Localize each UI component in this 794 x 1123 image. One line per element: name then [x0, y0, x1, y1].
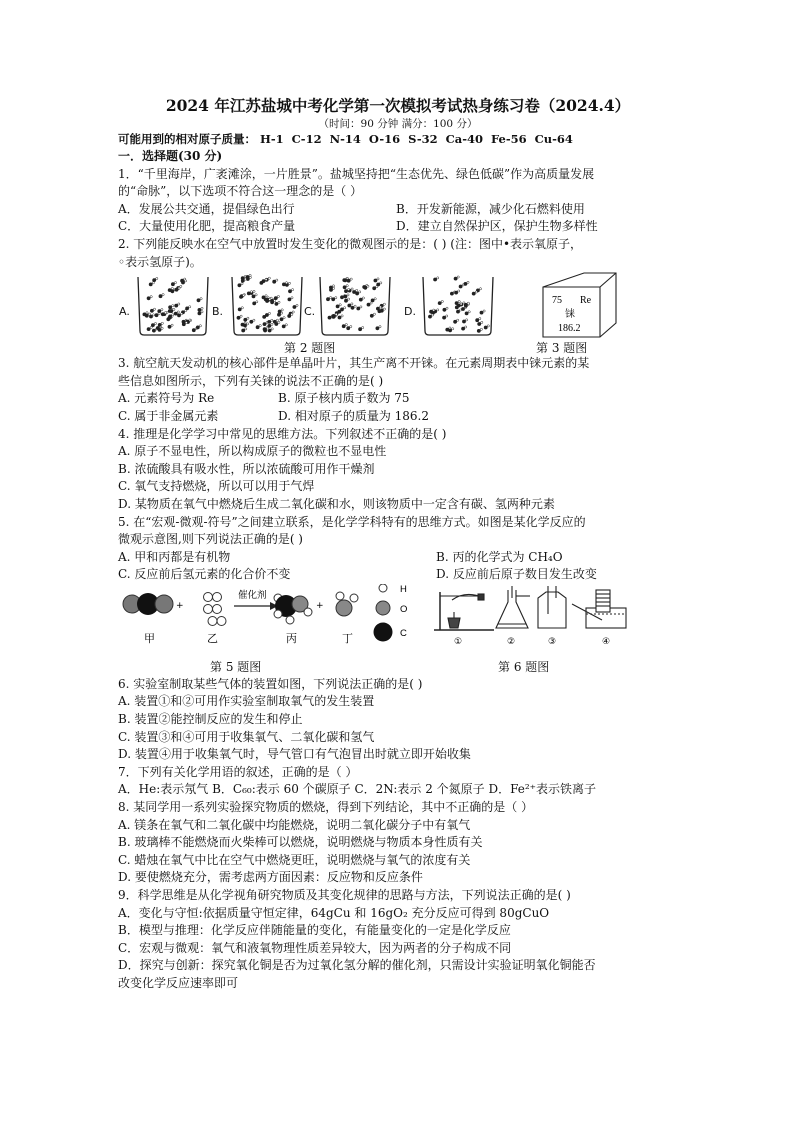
apparatus-mark-3: ③ — [548, 636, 557, 647]
molecule-dot — [379, 326, 381, 328]
molecule-dot — [452, 328, 454, 330]
q6-caption: 第 6 题图 — [498, 659, 550, 674]
q8-option-b: B. 玻璃棒不能燃烧而火柴棒可以燃烧，说明燃烧与物质本身性质有关 — [118, 835, 483, 850]
name-jia: 甲 — [144, 631, 155, 645]
q3-option-d: D. 相对原子的质量为 186.2 — [278, 408, 429, 423]
q9-option-d-1: D．探究与创新：探究氧化铜是否为过氧化氢分解的催化剂，只需设计实验证明氧化铜能否 — [118, 958, 596, 973]
molecule-dot — [269, 298, 271, 300]
exam-title: 2024 年江苏盐城中考化学第一次模拟考试热身练习卷（2024.4） — [165, 96, 631, 115]
q3-options-cd — [118, 408, 678, 426]
q6-option-c: C. 装置③和④可用于收集氧气、二氧化碳和氢气 — [118, 729, 375, 744]
q5-reaction-figure — [118, 584, 678, 658]
molecule-dot — [271, 323, 273, 325]
molecule-dot — [351, 303, 353, 305]
q1-options-cd — [118, 218, 678, 236]
q9-option-a: A．变化与守恒:依据质量守恒定律，64gCu 和 16gO₂ 充分反应可得到 80gCuO — [118, 905, 550, 920]
q4-stem: 4. 推理是化学学习中常见的思维方法。下列叙述不正确的是( ) — [118, 426, 447, 441]
molecule-dot — [158, 313, 160, 315]
molecule-dot — [433, 309, 435, 311]
molecule-dot — [350, 326, 352, 328]
molecule-dot — [483, 310, 485, 312]
molecule-dot — [350, 278, 352, 280]
molecule-dot — [437, 277, 439, 279]
molecule-dot — [345, 324, 347, 326]
q8-stem: 8. 某同学用一系列实验探究物质的燃烧，得到下列结论，其中不正确的是（ ） — [118, 800, 534, 815]
q7-options: A．He:表示氖气 B．C₆₀:表示 60 个碳原子 C．2N:表示 2 个氮原子 D．Fe²⁺表示铁离子 — [118, 782, 597, 797]
beaker-c-molecules — [326, 278, 385, 332]
molecule-dot — [460, 303, 462, 305]
molecule-dot — [201, 311, 203, 313]
molecule-dot — [291, 297, 293, 299]
legend-c: C — [400, 627, 407, 639]
legend-o: O — [400, 603, 408, 615]
molecule-dot — [379, 306, 381, 308]
legend-h: H — [400, 583, 407, 595]
molecule-dot — [332, 285, 334, 287]
molecule-dot — [271, 319, 273, 321]
beaker-a-liquid — [143, 278, 204, 333]
molecule-dot — [481, 321, 483, 323]
q1-option-c: C．大量使用化肥，提高粮食产量 — [118, 219, 296, 234]
q5-options-ab — [118, 549, 678, 567]
apparatus-mark-2: ② — [507, 636, 516, 647]
molecule-dot — [178, 303, 180, 305]
molecule-dot — [292, 289, 294, 291]
q3-option-a: A. 元素符号为 Re — [118, 391, 215, 406]
molecule-dot — [150, 327, 152, 329]
molecule-dot — [249, 274, 251, 276]
molecule-dot — [171, 324, 173, 326]
molecule-dot — [475, 291, 477, 293]
q5-caption: 第 5 题图 — [210, 659, 262, 674]
molecule-dot — [276, 279, 278, 281]
atomic-masses — [118, 131, 678, 148]
q5-option-d: D. 反应前后原子数目发生改变 — [436, 567, 597, 582]
molecule-dot — [265, 295, 267, 297]
molecule-dot — [465, 326, 467, 328]
molecule-dot — [243, 294, 245, 296]
q2-label-a: A. — [119, 305, 130, 319]
molecule-dot — [467, 302, 469, 304]
molecule-dot — [199, 325, 201, 327]
atom-ca: Ca-40 — [445, 132, 483, 146]
molecule-dot — [152, 282, 154, 284]
q5-stem-1: 5. 在“宏观-微观-符号”之间建立联系，是化学学科特有的思维方式。如图是某化学反应的 — [118, 514, 586, 529]
molecule-dot — [458, 290, 460, 292]
molecule-dot — [348, 298, 350, 300]
atom-n: N-14 — [329, 132, 361, 146]
q2-stem-1: 2. 下列能反映水在空气中放置时发生变化的微观图示的是：( ) (注：图中•表示氧原子， — [118, 236, 583, 251]
element-name: 铼 — [565, 309, 575, 321]
exam-subtitle: （时间：90 分钟 满分：100 分） — [318, 118, 478, 130]
molecule-dot — [468, 311, 470, 313]
molecule-dot — [278, 321, 280, 323]
name-ding: 丁 — [342, 631, 353, 645]
q4-option-a: A. 原子不显电性，所以构成原子的微粒也不显电性 — [118, 444, 387, 459]
q2-beakers-figure — [118, 271, 678, 339]
molecule-dot — [285, 324, 287, 326]
q6-option-b: B. 装置②能控制反应的发生和停止 — [118, 712, 303, 727]
molecule-dot — [480, 328, 482, 330]
q2-q3-figures — [118, 271, 678, 355]
q1-option-b: B．开发新能源，减少化石燃料使用 — [396, 201, 585, 216]
molecule-dot — [241, 307, 243, 309]
q5-options-cd — [118, 566, 678, 584]
atom-cu: Cu-64 — [534, 132, 573, 146]
molecule-dot — [200, 298, 202, 300]
element-number: 75 — [552, 295, 562, 307]
molecule-dot — [374, 298, 376, 300]
molecule-dot — [296, 304, 298, 306]
molecule-dot — [177, 311, 179, 313]
q5-stem-2: 微观示意图,则下列说法正确的是( ) — [118, 532, 303, 547]
beaker-d-liquid — [428, 276, 489, 333]
molecule-dot — [285, 282, 287, 284]
molecule-dot — [432, 314, 434, 316]
molecule-dot — [240, 315, 242, 317]
atom-s: S-32 — [408, 132, 438, 146]
molecule-dot — [348, 289, 350, 291]
q2-stem-2: ◦表示氢原子)。 — [118, 254, 202, 269]
atom-o: O-16 — [368, 132, 401, 146]
molecule-dot — [341, 315, 343, 317]
svg-text:+: + — [176, 600, 184, 611]
q2-label-d: D. — [404, 305, 416, 319]
molecule-dot — [291, 313, 293, 315]
molecule-dot — [247, 317, 249, 319]
q9-option-c: C．宏观与微观：氧气和液氧物理性质差异较大，因为两者的分子构成不同 — [118, 940, 512, 955]
molecule-dot — [339, 304, 341, 306]
molecule-dot — [154, 323, 156, 325]
molecule-dot — [148, 313, 150, 315]
molecule-dot — [288, 282, 290, 284]
q8-option-a: A. 镁条在氧气和二氧化碳中均能燃烧，说明二氧化碳分子中有氧气 — [118, 817, 471, 832]
molecule-dot — [449, 327, 451, 329]
molecule-dot — [174, 282, 176, 284]
molecule-dot — [161, 322, 163, 324]
molecule-dot — [335, 313, 337, 315]
molecule-dot — [268, 312, 270, 314]
molecule-dot — [255, 294, 257, 296]
molecule-dot — [281, 309, 283, 311]
q3-caption: 第 3 题图 — [536, 341, 588, 356]
name-bing: 丙 — [286, 631, 297, 645]
molecule-dot — [172, 314, 174, 316]
q3-stem-2: 些信息如图所示，下列有关铼的说法不正确的是( ) — [118, 373, 384, 388]
molecule-dot — [441, 301, 443, 303]
molecule-dot — [446, 315, 448, 317]
q6-option-a: A. 装置①和②可用作实验室制取氧气的发生装置 — [118, 694, 375, 709]
molecule-dot — [276, 319, 278, 321]
molecule-dot — [437, 309, 439, 311]
molecule-dot — [344, 307, 346, 309]
atom-h: H-1 — [260, 132, 284, 146]
molecule-dot — [356, 289, 358, 291]
apparatus-mark-4: ④ — [602, 636, 611, 647]
molecule-dot — [479, 288, 481, 290]
q2-label-b: B. — [212, 305, 224, 319]
molecule-dot — [265, 279, 267, 281]
molecule-dot — [359, 291, 361, 293]
molecule-dot — [178, 287, 180, 289]
q1-option-d: D．建立自然保护区，保护生物多样性 — [396, 219, 598, 234]
molecule-dot — [172, 305, 174, 307]
molecule-dot — [245, 328, 247, 330]
molecule-dot — [156, 278, 158, 280]
q2-label-c: C. — [304, 305, 316, 319]
molecule-dot — [370, 302, 372, 304]
molecule-dot — [173, 309, 175, 311]
q2-caption: 第 2 题图 — [284, 341, 336, 356]
q6-stem: 6. 实验室制取某些气体的装置如图，下列说法正确的是( ) — [118, 676, 423, 691]
q3-stem-1: 3. 航空航天发动机的核心部件是单晶叶片，其生产离不开铼。在元素周期表中铼元素的某 — [118, 356, 590, 371]
q5-option-c: C. 反应前后氢元素的化合价不变 — [118, 567, 291, 582]
molecule-dot — [377, 278, 379, 280]
molecule-dot — [259, 325, 261, 327]
q5-option-a: A. 甲和丙都是有机物 — [118, 549, 231, 564]
molecule-dot — [153, 308, 155, 310]
q4-option-d: D. 某物质在氧气中燃烧后生成二氧化碳和水，则该物质中一定含有碳、氢两种元素 — [118, 496, 555, 511]
q1-options-ab — [118, 201, 678, 219]
q1-option-a: A．发展公共交通，提倡绿色出行 — [118, 201, 295, 216]
q3-options-ab — [118, 390, 678, 408]
q1-stem-2: 的“命脉”，以下选项不符合这一理念的是（ ） — [118, 184, 363, 199]
molecule-dot — [244, 278, 246, 280]
molecule-dot — [181, 313, 183, 315]
molecule-dot — [201, 307, 203, 309]
apparatus-mark-1: ① — [454, 636, 463, 647]
molecule-dot — [247, 323, 249, 325]
molecule-dot — [360, 306, 362, 308]
molecule-dot — [354, 305, 356, 307]
molecule-dot — [253, 319, 255, 321]
molecule-dot — [466, 319, 468, 321]
molecule-dot — [241, 283, 243, 285]
molecule-dot — [283, 317, 285, 319]
molecule-dot — [162, 294, 164, 296]
molecule-dot — [189, 306, 191, 308]
molecule-dot — [171, 288, 173, 290]
molecule-dot — [446, 307, 448, 309]
atom-c: C-12 — [291, 132, 322, 146]
molecule-dot — [333, 287, 335, 289]
molecule-dot — [346, 285, 348, 287]
beaker-b-molecules — [237, 274, 298, 332]
atom-fe: Fe-56 — [491, 132, 527, 146]
element-mass: 186.2 — [558, 323, 581, 335]
molecule-dot — [383, 303, 385, 305]
molecule-dot — [189, 319, 191, 321]
q9-option-b: B．模型与推理：化学反应伴随能量的变化，有能量变化的一定是化学反应 — [118, 923, 511, 938]
molecule-dot — [347, 294, 349, 296]
molecule-dot — [185, 322, 187, 324]
molecule-dot — [487, 325, 489, 327]
molecule-dot — [330, 297, 332, 299]
q6-apparatus — [434, 586, 626, 630]
molecule-dot — [362, 327, 364, 329]
name-yi: 乙 — [207, 631, 218, 645]
molecule-dot — [383, 308, 385, 310]
molecule-dot — [278, 301, 280, 303]
molecule-dot — [467, 281, 469, 283]
molecule-dot — [367, 285, 369, 287]
q4-option-b: B. 浓硫酸具有吸水性，所以浓硫酸可用作干燥剂 — [118, 461, 375, 476]
q1-stem-1: 1．“千里海岸，广袤滩涂，一片胜景”。盐城坚持把“生态优先、绿色低碳”作为高质量发展 — [118, 166, 595, 181]
molecule-dot — [253, 290, 255, 292]
molecule-dot — [292, 311, 294, 313]
molecule-dot — [164, 312, 166, 314]
q5-option-b: B. 丙的化学式为 CH₄O — [436, 549, 563, 564]
q4-option-c: C. 氧气支持燃烧，所以可以用于气焊 — [118, 479, 315, 494]
molecule-dot — [457, 276, 459, 278]
molecule-dot — [277, 296, 279, 298]
q9-option-d-2: 改变化学反应速率即可 — [118, 975, 239, 990]
q3-option-c: C. 属于非金属元素 — [118, 408, 219, 423]
q7-stem: 7．下列有关化学用语的叙述，正确的是（ ） — [118, 764, 358, 779]
molecule-dot — [351, 288, 353, 290]
q3-option-b: B. 原子核内质子数为 75 — [278, 391, 410, 406]
q8-option-c: C. 蜡烛在氧气中比在空气中燃烧更旺，说明燃烧与氧气的浓度有关 — [118, 852, 471, 867]
molecule-dot — [479, 318, 481, 320]
catalyst-label: 催化剂 — [238, 589, 267, 601]
molecule-dot — [256, 301, 258, 303]
molecule-dot — [146, 312, 148, 314]
q5-q6-figures — [118, 584, 678, 676]
molecule-dot — [185, 280, 187, 282]
molecule-dot — [373, 313, 375, 315]
molecule-dot — [153, 314, 155, 316]
molecule-dot — [161, 309, 163, 311]
element-symbol: Re — [580, 295, 592, 307]
molecule-dot — [457, 319, 459, 321]
molecule-dot — [267, 328, 269, 330]
molecule-dot — [335, 297, 337, 299]
section-title: 一．选择题(30 分) — [118, 149, 223, 163]
atomic-masses-label: 可能用到的相对原子质量： — [118, 132, 256, 146]
molecule-dot — [271, 328, 273, 330]
exam-page — [118, 96, 678, 993]
q6-option-d: D. 装置④用于收集氧气时，导气管口有气泡冒出时就立即开始收集 — [118, 747, 471, 762]
molecule-dot — [250, 291, 252, 293]
molecule-dot — [362, 297, 364, 299]
molecule-dot — [458, 301, 460, 303]
molecule-dot — [150, 296, 152, 298]
q8-option-d: D. 要使燃烧充分，需考虑两方面因素：反应物和反应条件 — [118, 870, 423, 885]
molecule-dot — [380, 282, 382, 284]
q9-stem: 9．科学思维是从化学视角研究物质及其变化规律的思路与方法，下列说法正确的是( ) — [118, 888, 571, 902]
svg-text:+: + — [316, 600, 324, 611]
molecule-dot — [268, 277, 270, 279]
molecule-dot — [161, 327, 163, 329]
